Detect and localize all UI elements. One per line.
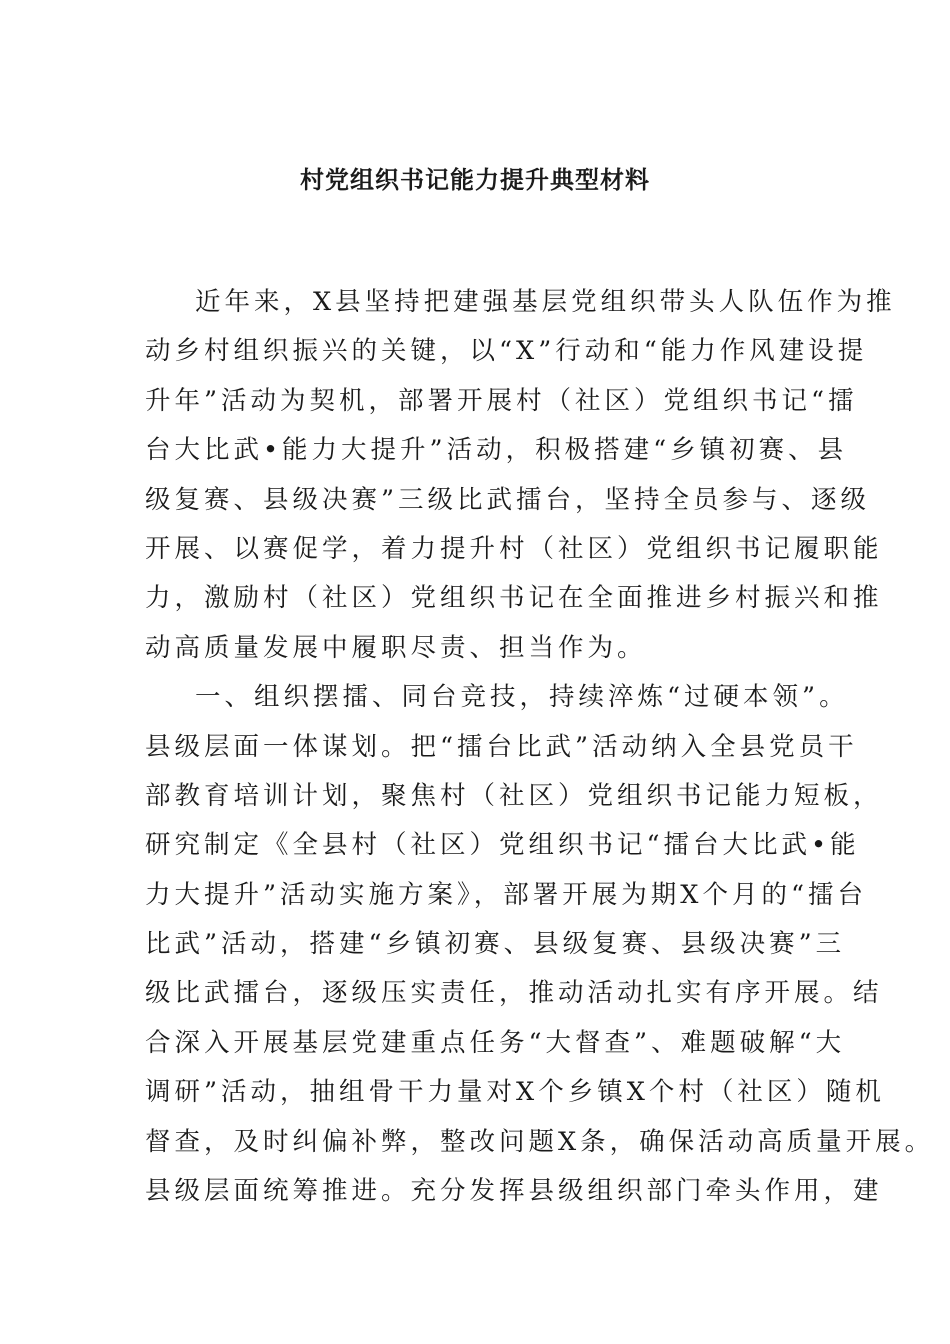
paragraph-line: 开展、以赛促学，着力提升村（社区）党组织书记履职能 xyxy=(145,533,883,564)
paragraph-line: 力，激励村（社区）党组织书记在全面推进乡村振兴和推 xyxy=(145,583,883,614)
paragraph-line: 力大提升”活动实施方案》，部署开展为期X个月的“擂台 xyxy=(145,879,867,910)
document-body xyxy=(145,278,935,1216)
paragraph-line: 台大比武•能力大提升”活动，积极搭建“乡镇初赛、县 xyxy=(145,435,848,466)
paragraph-line: 调研”活动，抽组骨干力量对X个乡镇X个村（社区）随机 xyxy=(145,1077,885,1108)
paragraph-line: 动乡村组织振兴的关键，以“X”行动和“能力作风建设提 xyxy=(145,336,868,367)
paragraph-line: 督查，及时纠偏补弊，整改问题X条，确保活动高质量开展。 xyxy=(145,1126,935,1157)
section-heading-line: 一、组织摆擂、同台竞技，持续淬炼“过硬本领”。 xyxy=(195,682,849,713)
paragraph-line: 近年来，X县坚持把建强基层党组织带头人队伍作为推 xyxy=(195,287,896,317)
paragraph-line: 县级层面统筹推进。充分发挥县级组织部门牵头作用，建 xyxy=(145,1176,883,1207)
paragraph-line: 合深入开展基层党建重点任务“大督查”、难题破解“大 xyxy=(145,1027,846,1058)
paragraph-line: 研究制定《全县村（社区）党组织书记“擂台大比武•能 xyxy=(145,830,860,861)
paragraph-line: 比武”活动，搭建“乡镇初赛、县级复赛、县级决赛”三 xyxy=(145,929,846,960)
paragraph-line: 县级层面一体谋划。把“擂台比武”活动纳入全县党员干 xyxy=(145,731,858,762)
paragraph-line: 级复赛、县级决赛”三级比武擂台，坚持全员参与、逐级 xyxy=(145,484,871,515)
paragraph-line: 升年”活动为契机，部署开展村（社区）党组织书记“擂 xyxy=(145,385,858,416)
paragraph-line: 级比武擂台，逐级压实责任，推动活动扎实有序开展。结 xyxy=(145,978,883,1009)
paragraph-line: 部教育培训计划，聚焦村（社区）党组织书记能力短板， xyxy=(145,780,883,811)
document-title: 村党组织书记能力提升典型材料 xyxy=(300,165,650,194)
paragraph-line: 动高质量发展中履职尽责、担当作为。 xyxy=(145,632,647,663)
